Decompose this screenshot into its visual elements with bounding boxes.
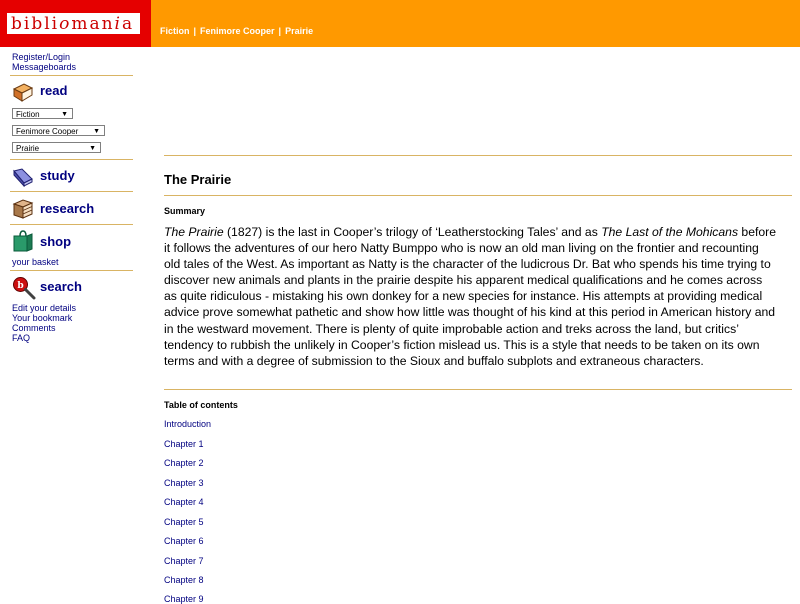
breadcrumb-fenimore-cooper[interactable]: Fenimore Cooper xyxy=(200,26,275,36)
search-link[interactable]: search xyxy=(40,279,82,294)
bibliomania-logo[interactable] xyxy=(7,13,140,34)
books-icon[interactable] xyxy=(12,197,34,219)
breadcrumb-separator: | xyxy=(278,26,282,36)
svg-text:b: b xyxy=(17,281,24,291)
research-link[interactable]: research xyxy=(40,201,95,216)
messageboards-link[interactable]: Messageboards xyxy=(12,62,77,72)
divider xyxy=(10,75,133,76)
summary-part: before it follows the adventures of our hero Natty Bumppo who is now an old man living on the frontier and recounting old tales of the West. As important as Natty is the character of the ludicrous Dr. Bat who spends his time trying to discover new animals and plants in the prairie despite his apparent medical qualifications and he comes across as quite ridiculous - mistaking his own donkey for a new species for instance. His attempts at providing medical advice prove somewhat pathetic and show how little was thought of his kind at this period in American history and in the westward movement. There is plenty of quite improbable action and treks across the land, but critics’ tendency to rubbish the unlikely in Cooper’s fiction mislead us. This is a style that needs to be taken on its own terms and with a degree of submission to the Sioux and buffalo subplots and extraneous characters. xyxy=(164,225,776,368)
fiction-select-value: Fiction xyxy=(16,110,40,119)
summary-text xyxy=(164,224,776,369)
summary-part: (1827) is the last in Cooper’s trilogy of ‘Leatherstocking Tales’ and as xyxy=(223,225,602,239)
your-bookmark-link[interactable]: Your bookmark xyxy=(12,313,73,323)
toc-item-chapter-4[interactable]: Chapter 4 xyxy=(164,497,204,507)
toc-item-chapter-6[interactable]: Chapter 6 xyxy=(164,536,204,546)
toc-item-chapter-9[interactable]: Chapter 9 xyxy=(164,594,204,604)
fiction-select[interactable] xyxy=(12,108,73,119)
divider xyxy=(10,191,133,192)
summary-referenced-title: The Last of the Mohicans xyxy=(601,225,739,239)
toc-item-chapter-8[interactable]: Chapter 8 xyxy=(164,575,204,585)
dropdown-arrow-icon: ▼ xyxy=(61,111,68,118)
divider xyxy=(164,195,792,196)
breadcrumb xyxy=(160,26,313,36)
dropdown-arrow-icon: ▼ xyxy=(93,128,100,135)
logo-text-5: a xyxy=(121,13,135,34)
faq-link[interactable]: FAQ xyxy=(12,333,31,343)
shop-link[interactable]: shop xyxy=(40,234,72,249)
divider xyxy=(164,389,792,390)
title-select[interactable] xyxy=(12,142,101,153)
logo-text-4: i xyxy=(114,13,122,34)
divider xyxy=(10,224,133,225)
book-icon[interactable] xyxy=(12,81,34,103)
breadcrumb-separator: | xyxy=(193,26,197,36)
pencil-icon[interactable] xyxy=(12,165,34,187)
toc-item-chapter-7[interactable]: Chapter 7 xyxy=(164,556,204,566)
divider xyxy=(164,155,792,156)
read-link[interactable]: read xyxy=(40,83,68,98)
divider xyxy=(10,270,133,271)
toc-heading: Table of contents xyxy=(164,400,238,410)
summary-book-title: The Prairie xyxy=(164,225,224,239)
logo-text-3: man xyxy=(71,13,115,34)
author-select-value: Fenimore Cooper xyxy=(16,127,79,136)
toc-item-introduction[interactable]: Introduction xyxy=(164,419,212,429)
comments-link[interactable]: Comments xyxy=(12,323,56,333)
register-login-link[interactable]: Register/Login xyxy=(12,52,71,62)
breadcrumb-prairie[interactable]: Prairie xyxy=(285,26,314,36)
summary-heading: Summary xyxy=(164,206,206,216)
breadcrumb-fiction[interactable]: Fiction xyxy=(160,26,190,36)
toc-item-chapter-1[interactable]: Chapter 1 xyxy=(164,439,204,449)
logo-text-1: bibli xyxy=(11,13,60,34)
study-link[interactable]: study xyxy=(40,168,75,183)
toc-item-chapter-5[interactable]: Chapter 5 xyxy=(164,517,204,527)
toc-item-chapter-2[interactable]: Chapter 2 xyxy=(164,458,204,468)
author-select[interactable] xyxy=(12,125,105,136)
magnifier-icon[interactable] xyxy=(12,276,36,300)
top-bar xyxy=(151,0,800,47)
your-basket-link[interactable]: your basket xyxy=(12,257,59,267)
logo-area[interactable] xyxy=(0,0,151,47)
toc-item-chapter-3[interactable]: Chapter 3 xyxy=(164,478,204,488)
divider xyxy=(10,159,133,160)
dropdown-arrow-icon: ▼ xyxy=(89,145,96,152)
logo-text-2: o xyxy=(59,13,72,34)
shopping-bag-icon[interactable] xyxy=(12,230,34,252)
title-select-value: Prairie xyxy=(16,144,40,153)
page-title: The Prairie xyxy=(164,172,232,187)
edit-details-link[interactable]: Edit your details xyxy=(12,303,77,313)
